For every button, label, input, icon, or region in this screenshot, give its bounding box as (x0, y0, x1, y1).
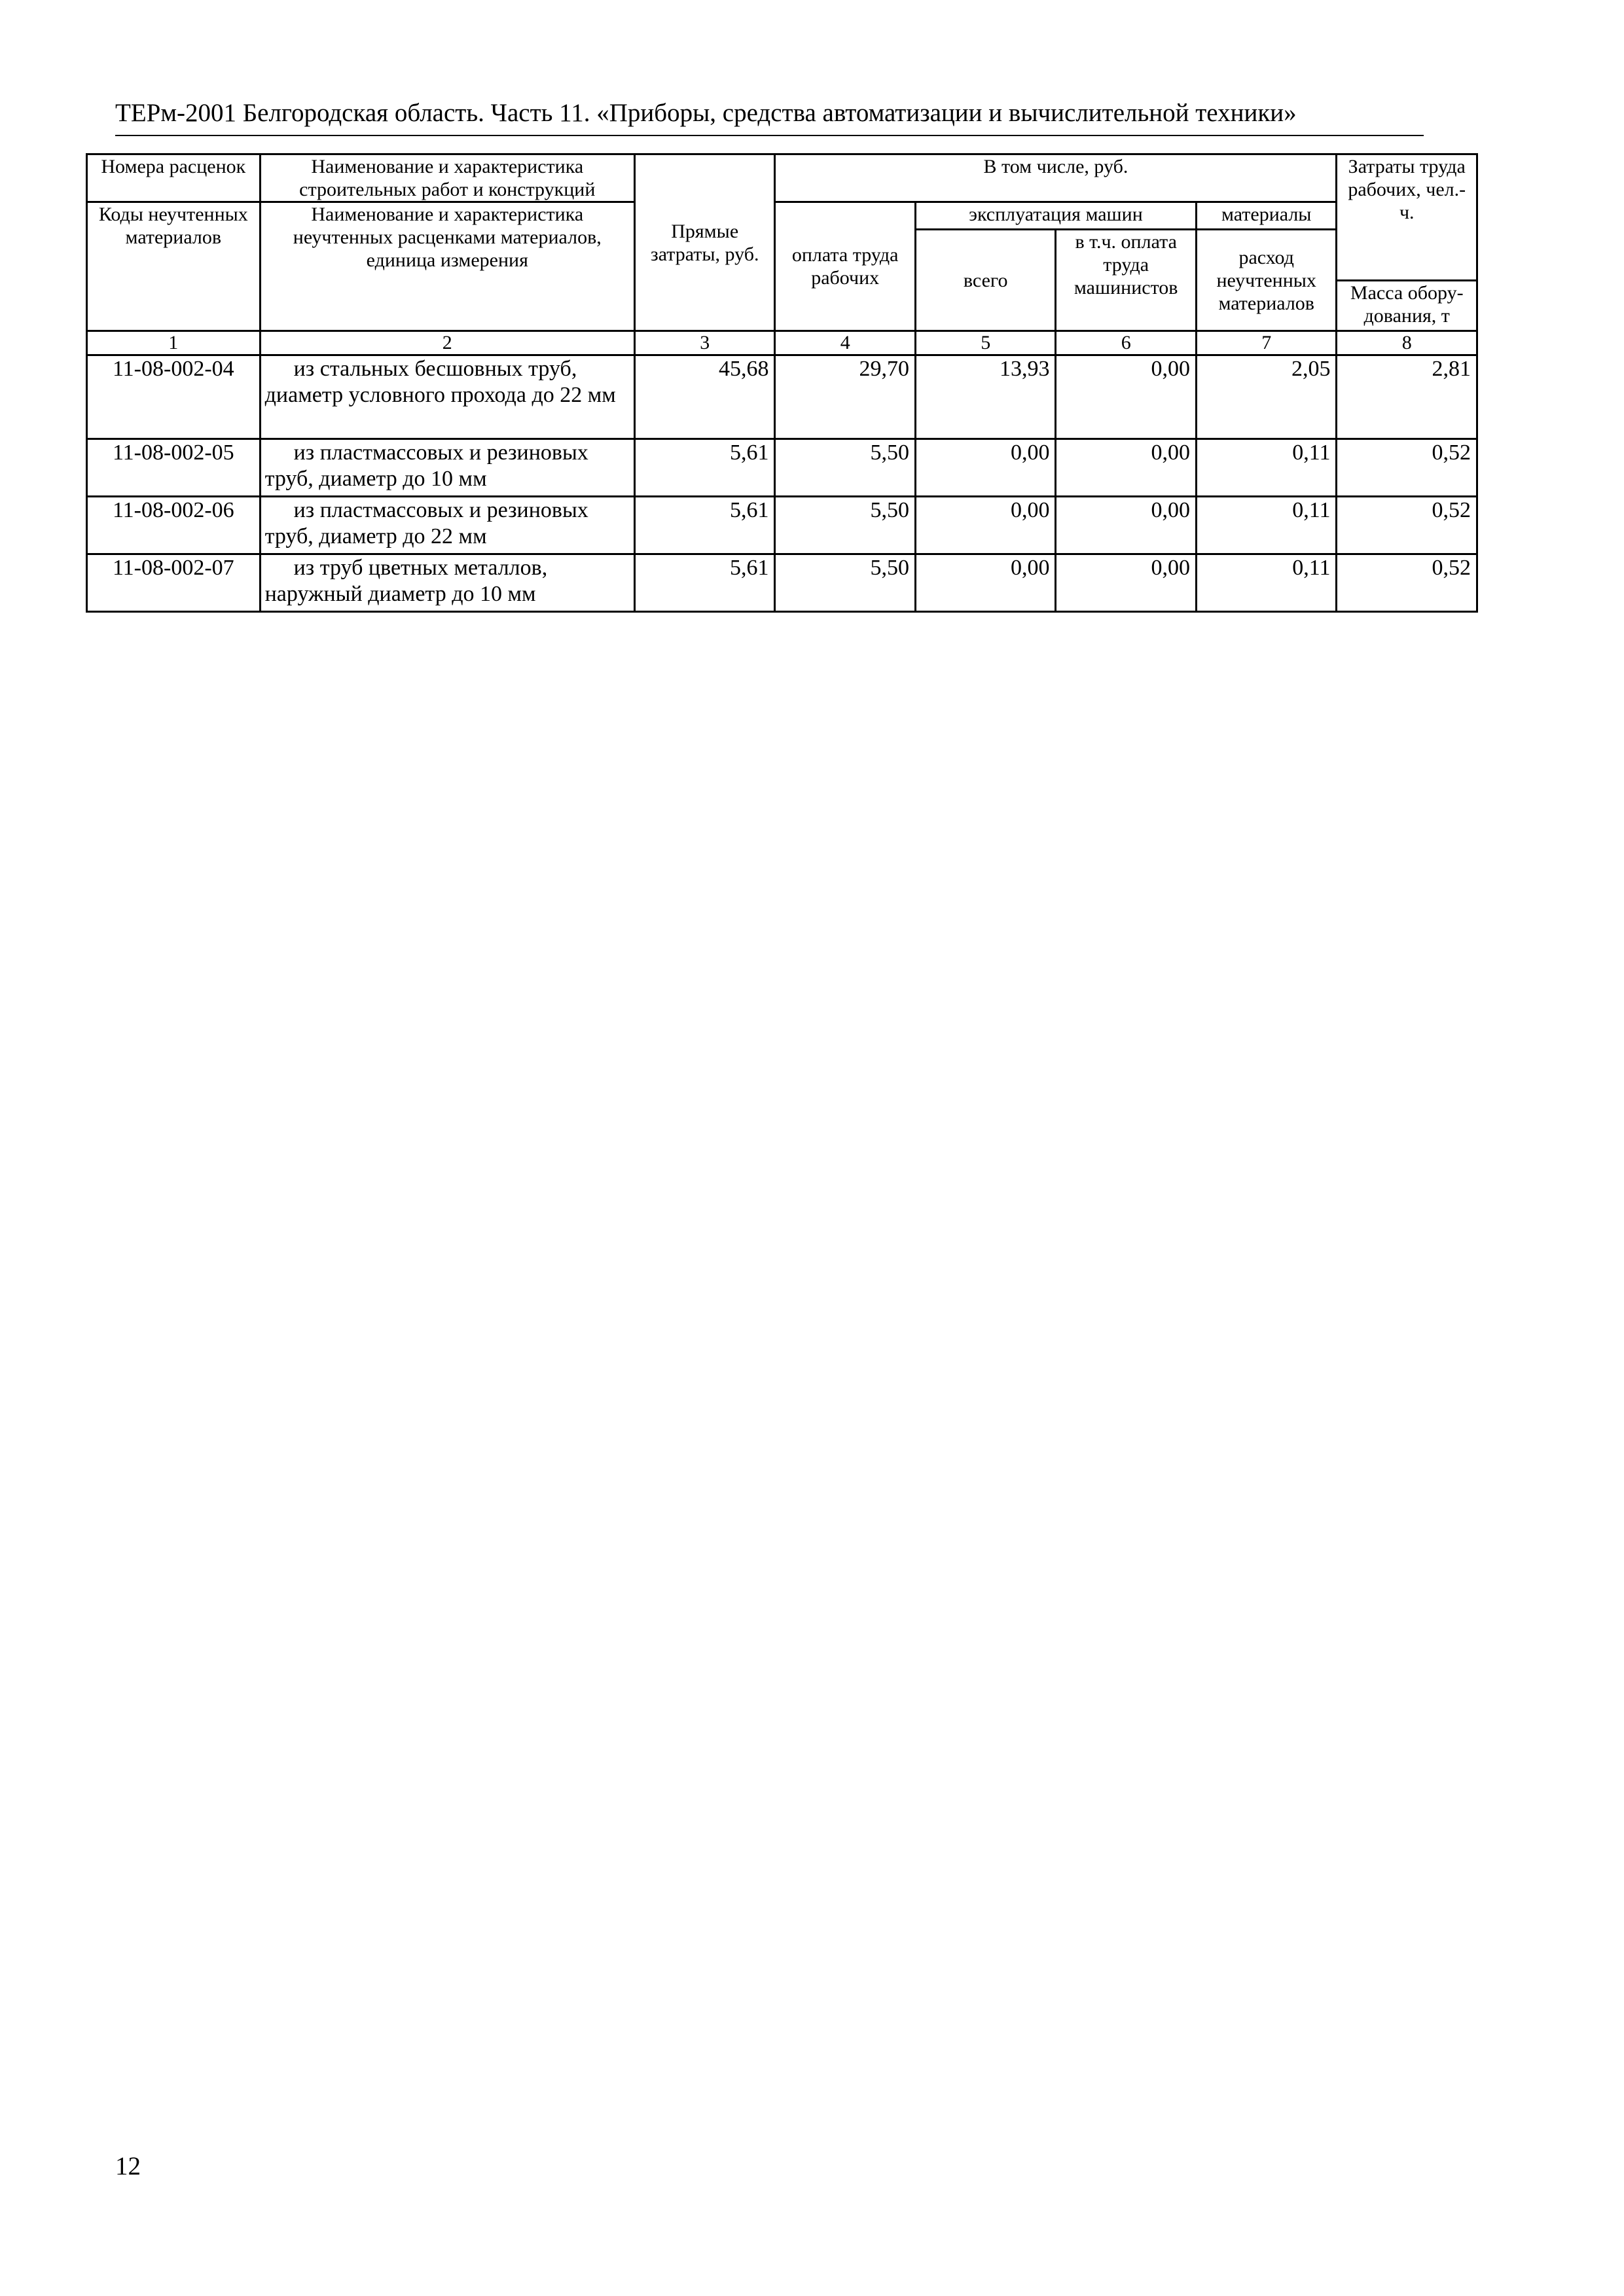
rates-table (86, 153, 1478, 613)
operator-pay-header: в т.ч. оплата труда машинистов (1056, 230, 1197, 331)
column-number: 8 (1337, 331, 1477, 355)
description-line: из пластмассовых и резиновых (293, 498, 588, 522)
direct-costs-value: 45,68 (634, 355, 775, 439)
labor-costs-value: 0,52 (1337, 439, 1477, 497)
machines-total-value: 13,93 (915, 355, 1056, 439)
rate-description (260, 497, 634, 554)
table-row (87, 554, 1477, 612)
rate-code: 11-08-002-06 (87, 497, 261, 554)
rate-code: 11-08-002-05 (87, 439, 261, 497)
document-title: ТЕРм-2001 Белгородская область. Часть 11. «Приборы, средства автоматизации и вычислительной техники» (115, 99, 1297, 127)
column-numbers-row (87, 331, 1477, 355)
operator-pay-value: 0,00 (1056, 497, 1197, 554)
operator-pay-value: 0,00 (1056, 554, 1197, 612)
column-number: 7 (1196, 331, 1337, 355)
machines-total-value: 0,00 (915, 554, 1056, 612)
rate-description (260, 554, 634, 612)
including-header: В том числе, руб. (775, 154, 1337, 202)
operator-pay-value: 0,00 (1056, 355, 1197, 439)
description-line: наружный диаметр до 10 мм (264, 582, 536, 606)
rate-code: 11-08-002-07 (87, 554, 261, 612)
material-name-header: Наименование и характеристика неучтенных расценками материалов, единица измерения (260, 202, 634, 331)
worker-pay-value: 5,50 (775, 554, 916, 612)
material-codes-header: Коды неучтенных материалов (87, 202, 261, 331)
materials-value: 2,05 (1196, 355, 1337, 439)
materials-value: 0,11 (1196, 439, 1337, 497)
page-header (115, 97, 1424, 136)
direct-costs-value: 5,61 (634, 439, 775, 497)
description-line: из труб цветных металлов, (293, 556, 548, 580)
description-line: труб, диаметр до 10 мм (264, 467, 487, 491)
page-number: 12 (115, 2152, 141, 2180)
worker-pay-header: оплата труда рабочих (775, 202, 916, 331)
rate-description (260, 355, 634, 439)
machines-total-value: 0,00 (915, 439, 1056, 497)
work-name-header: Наименование и характеристика строительных работ и конструкций (260, 154, 634, 202)
direct-costs-header: Прямые затраты, руб. (634, 154, 775, 331)
column-number: 4 (775, 331, 916, 355)
unaccounted-materials-header: расход неучтенных материалов (1196, 230, 1337, 331)
worker-pay-value: 5,50 (775, 439, 916, 497)
worker-pay-value: 5,50 (775, 497, 916, 554)
direct-costs-value: 5,61 (634, 554, 775, 612)
materials-header: материалы (1196, 202, 1337, 230)
machines-total-header: всего (915, 230, 1056, 331)
materials-value: 0,11 (1196, 554, 1337, 612)
column-number: 6 (1056, 331, 1197, 355)
worker-pay-value: 29,70 (775, 355, 916, 439)
description-line: из пластмассовых и резиновых (293, 440, 588, 465)
column-number: 2 (260, 331, 634, 355)
table-row (87, 497, 1477, 554)
labor-costs-value: 0,52 (1337, 497, 1477, 554)
labor-costs-header: Затраты труда рабочих, чел.-ч. (1337, 154, 1477, 281)
column-number: 5 (915, 331, 1056, 355)
description-line: труб, диаметр до 22 мм (264, 524, 487, 548)
labor-costs-value: 2,81 (1337, 355, 1477, 439)
labor-costs-value: 0,52 (1337, 554, 1477, 612)
description-line: диаметр условного прохода до 22 мм (264, 383, 616, 407)
machines-total-value: 0,00 (915, 497, 1056, 554)
column-number: 3 (634, 331, 775, 355)
description-line: из стальных бесшовных труб, (293, 357, 577, 381)
machine-operation-header: эксплуатация машин (915, 202, 1196, 230)
operator-pay-value: 0,00 (1056, 439, 1197, 497)
rate-code: 11-08-002-04 (87, 355, 261, 439)
table-row (87, 439, 1477, 497)
materials-value: 0,11 (1196, 497, 1337, 554)
direct-costs-value: 5,61 (634, 497, 775, 554)
rate-description (260, 439, 634, 497)
table-row (87, 355, 1477, 439)
column-number: 1 (87, 331, 261, 355)
equipment-mass-header: Масса обору-дования, т (1337, 281, 1477, 331)
rates-number-header: Номера расценок (87, 154, 261, 202)
